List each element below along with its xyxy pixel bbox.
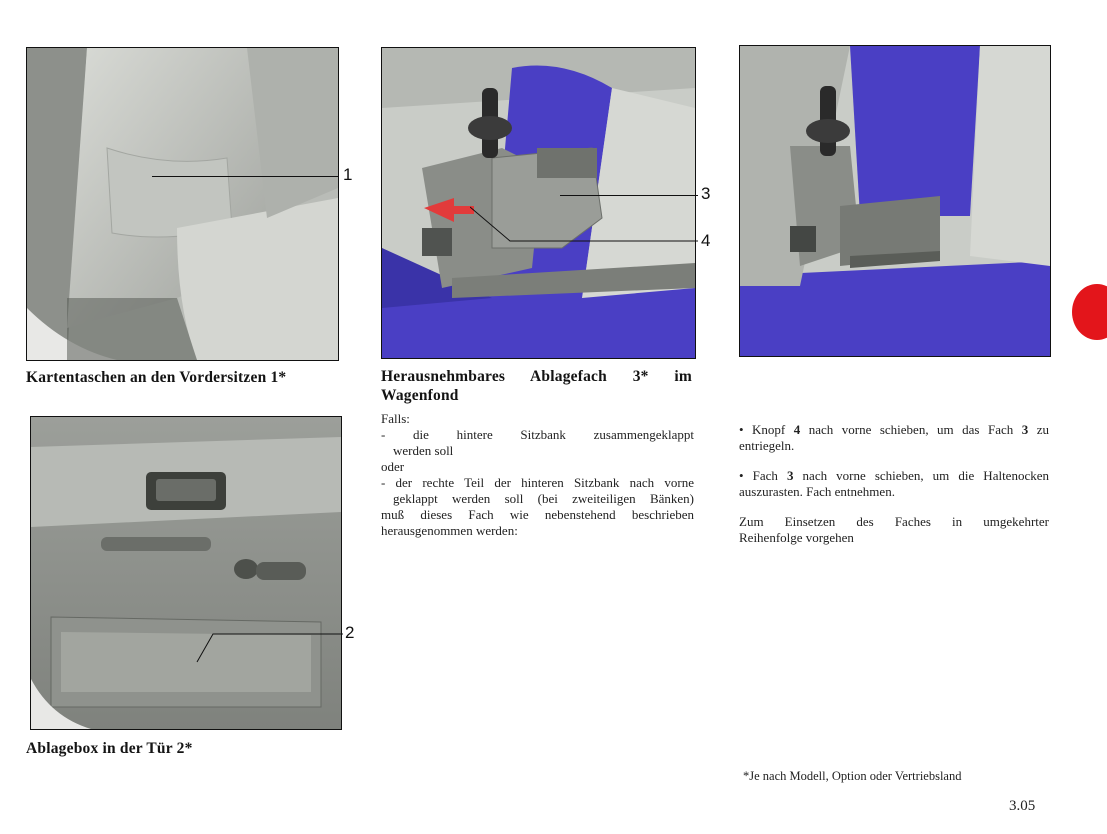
rear-compartment-illustration <box>382 48 695 358</box>
caption-map-pockets: Kartentaschen an den Vordersitzen 1* <box>26 369 287 386</box>
leader-line-4 <box>470 205 700 245</box>
middle-column-text <box>381 411 694 539</box>
door-box-illustration <box>31 417 341 729</box>
text-item2-line1: - der rechte Teil der hinteren Sitzbank nach vorne <box>381 475 694 490</box>
photo-front-seat-map-pocket <box>26 47 339 361</box>
compartment-forward-illustration <box>740 46 1050 356</box>
text-item1-line2: werden soll <box>393 443 454 458</box>
front-seat-illustration <box>27 48 338 360</box>
photo-door-box <box>30 416 342 730</box>
caption-rear-compartment-line1: Herausnehmbares Ablagefach 3* im <box>381 368 692 385</box>
callout-4: 4 <box>701 231 711 250</box>
text-step3-line2: Reihenfolge vorgehen <box>739 530 854 545</box>
callout-1: 1 <box>343 165 353 184</box>
text-removed: herausgenommen werden: <box>381 523 518 538</box>
text-oder: oder <box>381 459 405 474</box>
callout-2: 2 <box>345 623 355 642</box>
text-must: muß dieses Fach wie nebenstehend beschrieben <box>381 507 694 522</box>
text-step3-line1: Zum Einsetzen des Faches in umgekehrter <box>739 514 1049 529</box>
text-step2-line1: • Fach 3 nach vorne schieben, um die Haltenocken <box>739 468 1049 483</box>
text-item1-line1: - die hintere Sitzbank zusammengeklappt <box>381 427 694 442</box>
caption-rear-compartment-line2: Wagenfond <box>381 387 459 404</box>
right-column-text <box>739 422 1049 546</box>
leader-line-2 <box>195 628 345 664</box>
photo-rear-compartment <box>381 47 696 359</box>
section-tab-marker <box>1072 284 1107 340</box>
text-falls: Falls: <box>381 411 410 426</box>
text-step2-line2: auszurasten. Fach entnehmen. <box>739 484 895 499</box>
page-number: 3.05 <box>1009 798 1036 814</box>
footnote: *Je nach Modell, Option oder Vertriebsland <box>743 769 962 783</box>
callout-3: 3 <box>701 184 711 203</box>
leader-line-3 <box>560 195 698 196</box>
leader-line-1 <box>152 176 338 177</box>
text-item2-line2: geklappt werden soll (bei zweiteiligen Bänken) <box>393 491 694 506</box>
text-step1-line2: entriegeln. <box>739 438 795 453</box>
text-step1-line1: • Knopf 4 nach vorne schieben, um das Fach 3 zu <box>739 422 1049 437</box>
photo-compartment-forward <box>739 45 1051 357</box>
caption-door-box: Ablagebox in der Tür 2* <box>26 740 193 757</box>
